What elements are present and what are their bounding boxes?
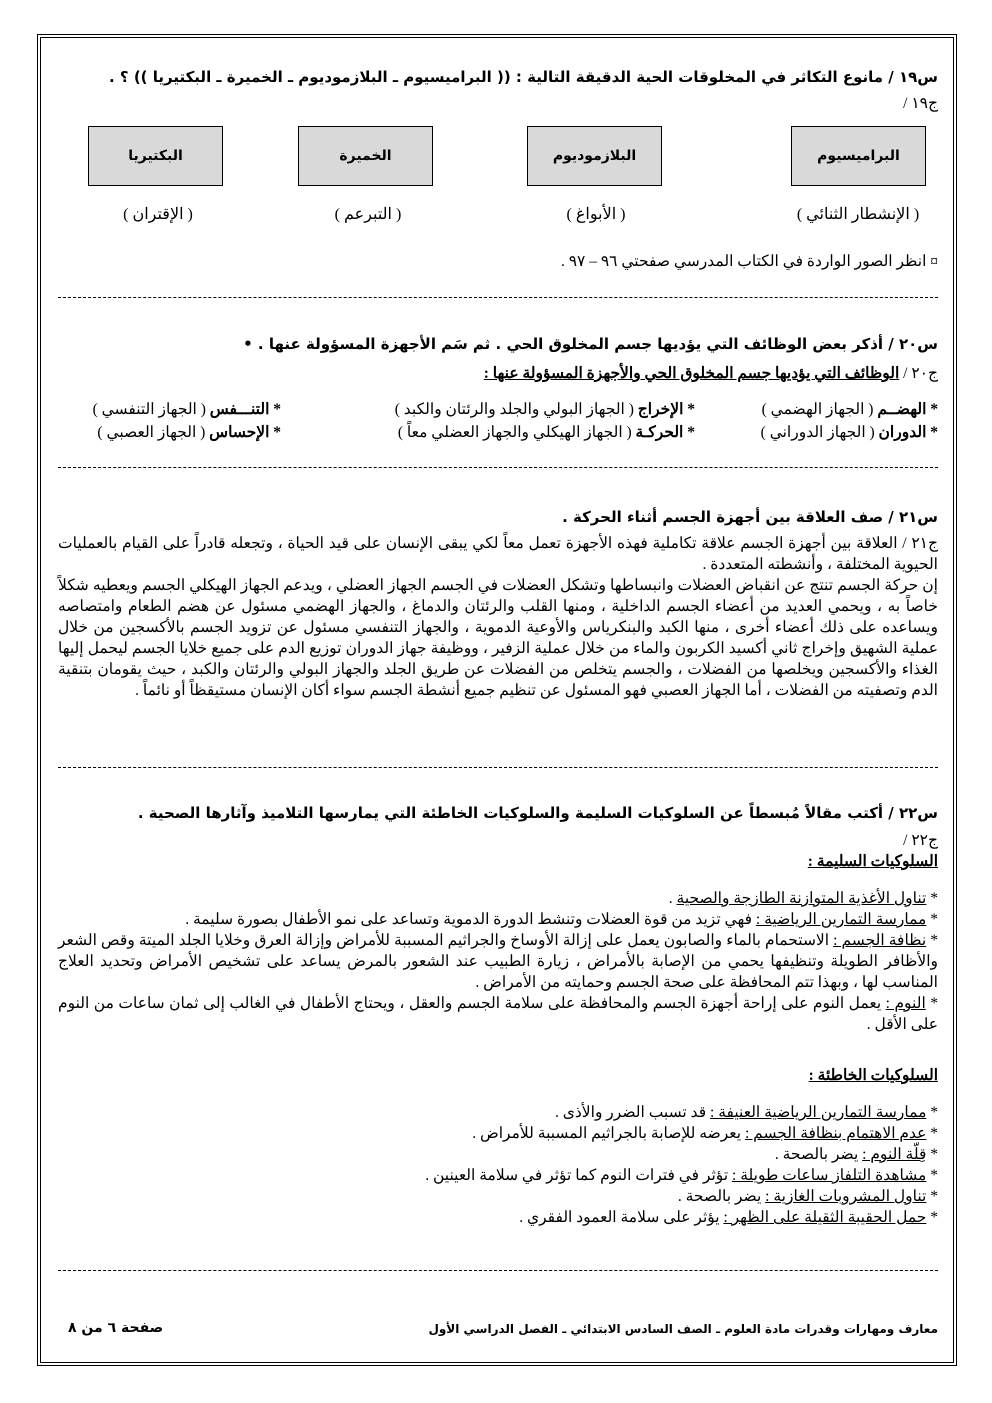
wrong-item-key: حمل الحقيبة الثقيلة على الظهر : [723,1209,927,1226]
question-21: س٢١ / صف العلاقة بين أجهزة الجسم أثناء الحركة . [562,508,938,526]
footer-title: معارف ومهارات وقدرات مادة العلوم ـ الصف السادس الابتدائي ـ الفصل الدراسي الأول [428,1322,938,1336]
function-system: ( الجهاز البولي والجلد والرئتان والكبد ) [394,401,634,418]
healthy-behaviors-title: السلوكيات السليمة : [807,853,938,870]
organism-box-paramecium: البراميسيوم [791,126,926,186]
healthy-item-key: تناول الأغذية المتوازنة الطازجة والصحية [676,890,927,907]
question-19: س١٩ / مانوع التكاثر في المخلوقات الحية الدقيقة التالية : (( البراميسيوم ـ البلازموديوم ـ الخميرة ـ البكتيريا )) ؟ . [108,68,938,86]
wrong-item-key: عدم الاهتمام بنظافة الجسم : [744,1125,927,1142]
section-divider [58,1270,938,1271]
function-name: * الهضــم [877,401,938,418]
wrong-item-text: يضر بالصحة . [677,1188,766,1205]
wrong-item-key: قِلّة النوم : [862,1146,927,1163]
wrong-item-text: يؤثر على سلامة العمود الفقري . [519,1209,724,1226]
question-20: س٢٠ / أذكر بعض الوظائف التي يؤديها جسم المخلوق الحي . ثم سَم الأجهزة المسؤولة عنها . • [243,335,938,353]
healthy-item: * ممارسة التمارين الرياضية : فهي تزيد من قوة العضلات وتنشط الدورة الدموية وتساعد على نمو الأطفال بصورة سليمة . [185,911,938,928]
answer-20-label: ج٢٠ / [903,365,938,382]
healthy-item-text: يعمل النوم على إراحة أجهزة الجسم والمحافظة على سلامة الجسم والعقل ، ويحتاج الأطفال في الغالب إلى ثمان ساعات من النوم على الأقل . [58,995,938,1033]
wrong-behaviors-title: السلوكيات الخاطئة : [808,1067,938,1084]
function-system: ( الجهاز العصبي ) [97,424,206,441]
healthy-item-key: ممارسة التمارين الرياضية : [755,911,927,928]
answer-20-title: الوظائف التي يؤديها جسم المخلوق الحي والأجهزة المسؤولة عنها : [483,365,900,382]
function-name: * الإحساس [209,424,281,441]
answer-22-label: ج٢٢ / [903,832,938,849]
function-name: * الدوران [878,424,938,441]
function-name: * الإخراج [637,401,695,418]
function-tanaffus [93,399,281,420]
function-ihsas [97,422,281,443]
textbook-note: ¤ انظر الصور الواردة في الكتاب المدرسي صفحتي ٩٦ – ٩٧ . [560,253,938,270]
wrong-item-text: يضر بالصحة . [774,1146,863,1163]
wrong-item-text: قد تسبب الضرر والأذى . [555,1104,711,1121]
healthy-item: * تناول الأغذية المتوازنة الطازجة والصحية . [668,890,938,907]
function-ikhraj [395,399,695,420]
wrong-behaviors-list [58,1102,938,1228]
healthy-item-text: فهي تزيد من قوة العضلات وتنشط الدورة الدموية وتساعد على نمو الأطفال بصورة سليمة . [185,911,756,928]
function-system: ( الجهاز التنفسي ) [92,401,206,418]
function-name: * التنـــفس [209,401,281,418]
healthy-item-key: النوم : [885,995,926,1012]
organism-box-yeast: الخميرة [298,126,433,186]
wrong-item-key: تناول المشروبات الغازية : [765,1188,927,1205]
wrong-item: * قِلّة النوم : يضر بالصحة . [774,1146,938,1163]
answer-20 [484,363,938,384]
function-hadm [762,399,938,420]
function-system: ( الجهاز الدوراني ) [760,424,875,441]
wrong-item-text: يعرضه للإصابة بالجراثيم المسببة للأمراض . [472,1125,745,1142]
section-divider [58,767,938,768]
wrong-item: * عدم الاهتمام بنظافة الجسم : يعرضه للإصابة بالجراثيم المسببة للأمراض . [472,1125,938,1142]
reproduction-type-paramecium: ( الإنشطار الثنائي ) [796,206,920,223]
wrong-item: * مشاهدة التلفاز ساعات طويلة : تؤثر في فترات النوم كما تؤثر في سلامة العينين . [425,1167,938,1184]
function-system: ( الجهاز الهيكلي والجهاز العضلي معاً ) [397,424,632,441]
organism-box-bacteria: البكتيريا [88,126,223,186]
function-dawaran [761,422,938,443]
wrong-item-key: مشاهدة التلفاز ساعات طويلة : [732,1167,927,1184]
answer-21-paragraph-2: إن حركة الجسم تنتج عن انقباض العضلات وانبساطها وتشكل العضلات في الجسم الجهاز العضلي ، ويدعم الجهاز الهيكلي الجسم ويعطيه شكلاً خاصاً به ، ويحمي العديد من أعضاء الجسم الداخلية ، ومنها القلب والرئتان والدماغ ، والجهاز الهضمي مسئول عن هضم الطعام وامتصاصه ويساعده على ذلك أعضاء أخرى ، منها الكبد والبنكرياس والأوعية الدموية ، والجهاز التنفسي مسئول عن تزويد الجسم بالأكسجين من خلال عملية الشهيق وإخراج ثاني أكسيد الكربون والماء من خلال عملية الزفير ، ووظيفة جهاز الدوران توزيع الدم على جميع خلايا الجسم ليحمل إليها الغذاء والأكسجين ويخلصها من الفضلات ، والجسم يتخلص من الفضلات عن طريق الجلد والجهاز البولي والرئتان والكبد ، حيث يقومان بتنقية الدم وتصفيته من الفضلات ، أما الجهاز العصبي فهو المسئول عن تنظيم جميع أنشطة الجسم سواء أكان الإنسان مستيقظاً أو نائماً . [58,577,938,699]
reproduction-type-yeast: ( التبرعم ) [334,206,402,223]
function-name: * الحركـة [635,424,695,441]
wrong-item: * ممارسة التمارين الرياضية العنيفة : قد تسبب الضرر والأذى . [555,1104,938,1121]
reproduction-type-bacteria: ( الإقتران ) [123,206,193,223]
healthy-item: * نظافة الجسم : الاستحمام بالماء والصابون يعمل على إزالة الأوساخ والجراثيم المسببة للأمراض وإزالة العرق وخلايا الجلد الميتة وقص الشعر والأظافر الطويلة وتنظيفها يحمي من الإصابة بالأمراض ، زيارة الطبيب عند الشعور بالمرض يساعد على تشخيص الأمراض وتحديد العلاج المناسب لها ، وبهذا تتم المحافظة على صحة الجسم وحمايته من الأمراض . [58,932,939,991]
wrong-item: * تناول المشروبات الغازية : يضر بالصحة . [677,1188,938,1205]
answer-21 [58,533,938,701]
healthy-item-text: الاستحمام بالماء والصابون يعمل على إزالة الأوساخ والجراثيم المسببة للأمراض وإزالة العرق وخلايا الجلد الميتة وقص الشعر والأظافر الطويلة وتنظيفها يحمي من الإصابة بالأمراض ، زيارة الطبيب عند الشعور بالمرض يساعد على تشخيص الأمراض وتحديد العلاج المناسب لها ، وبهذا تتم المحافظة على صحة الجسم وحمايته من الأمراض . [58,932,938,991]
answer-21-paragraph-1: ج٢١ / العلاقة بين أجهزة الجسم علاقة تكاملية فهذه الأجهزة تعمل معاً لكي يبقى الإنسان على قيد الحياة ، وتجعله قادراً على القيام بالعمليات الحيوية المختلفة ، وأنشطته المتعددة . [58,535,938,573]
healthy-item: * النوم : يعمل النوم على إراحة أجهزة الجسم والمحافظة على سلامة الجسم والعقل ، ويحتاج الأطفال في الغالب إلى ثمان ساعات من النوم على الأقل . [58,995,938,1033]
healthy-item-text: . [668,890,677,907]
healthy-item-key: نظافة الجسم : [833,932,927,949]
reproduction-type-plasmodium: ( الأبواغ ) [566,206,626,223]
function-system: ( الجهاز الهضمي ) [761,401,874,418]
answer-19-label: ج١٩ / [903,95,938,112]
section-divider [58,297,938,298]
question-22: س٢٢ / أكتب مقالاً مُبسطاً عن السلوكيات السليمة والسلوكيات الخاطئة التي يمارسها التلاميذ وآثارها الصحية . [137,804,938,822]
function-haraka [398,422,695,443]
wrong-item-key: ممارسة التمارين الرياضية العنيفة : [710,1104,927,1121]
page-number: صفحة ٦ من ٨ [68,1320,164,1336]
worksheet-page [58,60,938,1350]
healthy-behaviors-list [58,888,938,1035]
wrong-item: * حمل الحقيبة الثقيلة على الظهر : يؤثر على سلامة العمود الفقري . [519,1209,938,1226]
section-divider [58,467,938,468]
organism-box-plasmodium: البلازموديوم [527,126,662,186]
wrong-item-text: تؤثر في فترات النوم كما تؤثر في سلامة العينين . [425,1167,733,1184]
